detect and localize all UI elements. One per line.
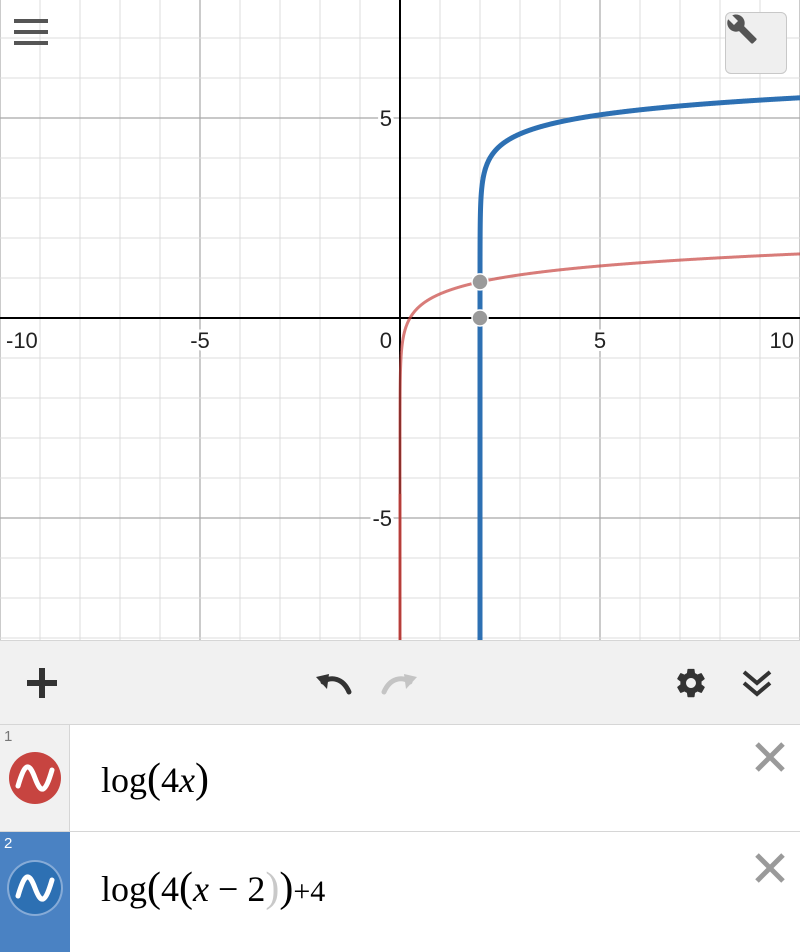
menu-button[interactable] xyxy=(14,18,58,62)
hamburger-icon xyxy=(14,18,48,46)
expr-paren-close-ghost: ) xyxy=(265,865,280,911)
close-icon xyxy=(753,740,787,774)
expression-toolbar xyxy=(0,640,800,724)
expr-constant: 2 xyxy=(247,869,266,909)
delete-expression-button[interactable] xyxy=(748,735,792,779)
graph-settings-button[interactable] xyxy=(725,12,787,74)
wave-icon xyxy=(15,764,55,792)
expr-paren-open: ( xyxy=(147,865,162,911)
x-tick-label: 5 xyxy=(593,328,607,353)
collapse-icon xyxy=(740,666,774,700)
expression-input[interactable] xyxy=(101,755,209,803)
collapse-list-button[interactable] xyxy=(735,661,779,705)
point-of-interest xyxy=(472,310,488,326)
undo-button[interactable] xyxy=(311,661,355,705)
expr-paren-open-inner: ( xyxy=(179,865,194,911)
expr-coefficient: 4 xyxy=(161,760,180,800)
redo-button[interactable] xyxy=(378,661,422,705)
expr-coefficient: 4 xyxy=(161,869,180,909)
redo-icon xyxy=(380,668,420,698)
expr-paren-open: ( xyxy=(147,756,162,802)
delete-expression-button[interactable] xyxy=(748,846,792,890)
expression-index: 1 xyxy=(4,728,13,745)
gear-icon xyxy=(674,666,708,700)
plus-icon xyxy=(25,666,59,700)
expr-function: log xyxy=(101,760,148,800)
point-of-interest xyxy=(472,274,488,290)
expression-row-2[interactable] xyxy=(0,831,800,952)
x-tick-label: -10 xyxy=(6,328,38,353)
expression-index: 2 xyxy=(4,835,13,852)
y-tick-label: 5 xyxy=(379,106,392,131)
wrench-icon xyxy=(726,13,758,45)
x-tick-label: -5 xyxy=(190,328,210,353)
expression-row-1[interactable] xyxy=(0,724,800,831)
expression-color-swatch[interactable] xyxy=(9,752,61,804)
y-tick-label: -5 xyxy=(372,506,392,531)
undo-icon xyxy=(313,668,353,698)
add-item-button[interactable] xyxy=(20,661,64,705)
expr-addend: +4 xyxy=(293,875,326,908)
expr-function: log xyxy=(101,869,148,909)
expr-variable: x xyxy=(193,869,209,909)
expression-tab-2[interactable] xyxy=(0,832,70,952)
expression-input[interactable] xyxy=(101,864,325,912)
x-tick-label: 0 xyxy=(379,328,392,353)
close-icon xyxy=(753,851,787,885)
expression-list xyxy=(0,724,800,952)
expr-paren-close: ) xyxy=(279,865,294,911)
expr-paren-close: ) xyxy=(195,756,209,802)
settings-button[interactable] xyxy=(669,661,713,705)
expr-minus: − xyxy=(209,869,248,909)
x-tick-label: 10 xyxy=(769,328,794,353)
expression-tab-1[interactable] xyxy=(0,725,70,831)
expr-variable: x xyxy=(179,760,195,800)
expression-color-swatch[interactable] xyxy=(9,862,61,914)
wave-icon xyxy=(15,874,55,902)
